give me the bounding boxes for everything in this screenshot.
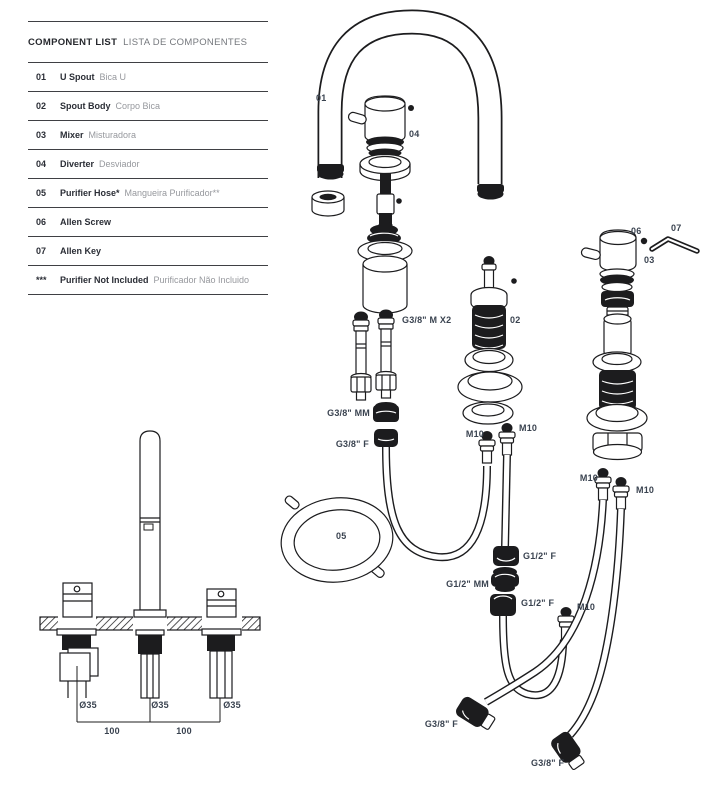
spout-body-drawing	[458, 256, 522, 424]
component-number: 02	[36, 101, 47, 111]
label-part-02: 02	[510, 315, 521, 325]
diverter-drawing	[347, 96, 414, 313]
label-part-06: 06	[631, 226, 642, 236]
g38f-nut-drawing	[374, 429, 398, 447]
label-part-04: 04	[409, 129, 420, 139]
component-name-en: Diverter	[60, 159, 95, 169]
component-number: 06	[36, 217, 47, 227]
component-name-en: Spout Body	[60, 101, 111, 111]
label-diameter-right: Ø35	[223, 700, 241, 710]
label-part-01: 01	[316, 93, 327, 103]
component-number: 03	[36, 130, 47, 140]
label-fitting-m10: M10	[465, 429, 484, 439]
component-name-pt: Mangueira Purificador**	[124, 188, 220, 198]
component-number: 01	[36, 72, 47, 82]
g12mm-adapter-drawing	[491, 567, 519, 592]
component-number: 07	[36, 246, 47, 256]
allen-screw-drawing	[641, 238, 647, 244]
label-fitting-m10: M10	[519, 423, 538, 433]
component-name-pt: Purificador Não Incluido	[153, 275, 250, 285]
g12f-nut-drawing	[490, 594, 516, 616]
component-list-title-pt: LISTA DE COMPONENTES	[123, 36, 248, 48]
label-part-05: 05	[336, 531, 347, 541]
screw-dot	[408, 105, 414, 111]
aerator-drawing	[312, 191, 344, 216]
label-diameter-center: Ø35	[151, 700, 169, 710]
component-number: ***	[36, 275, 47, 285]
label-part-03: 03	[644, 255, 655, 265]
label-fitting-g12-f: G1/2" F	[521, 598, 555, 608]
label-fitting-g38-f: G3/8" F	[531, 758, 565, 768]
label-fitting-g12-f: G1/2" F	[523, 551, 557, 561]
center-spout-section	[134, 431, 166, 722]
component-name-pt: Desviador	[99, 159, 140, 169]
label-diameter-left: Ø35	[79, 700, 97, 710]
component-name-pt: Bica U	[99, 72, 127, 82]
screw-dot	[396, 198, 402, 204]
component-name-en: Mixer	[60, 130, 84, 140]
installation-drawing	[40, 431, 260, 722]
component-list-title-en: COMPONENT LIST	[28, 36, 118, 48]
component-name-pt: Misturadora	[88, 130, 137, 140]
supply-tails-drawing	[351, 310, 399, 448]
component-name-en: Purifier Hose*	[60, 188, 120, 198]
component-name-en: Allen Screw	[60, 217, 112, 227]
label-fitting-g12-mm: G1/2" MM	[446, 579, 489, 589]
label-fitting-m10: M10	[579, 473, 598, 483]
label-fitting-g38-m-x2: G3/8" M X2	[402, 315, 452, 325]
mixer-drawing	[581, 230, 697, 460]
label-fitting-m10: M10	[636, 485, 655, 495]
component-number: 05	[36, 188, 47, 198]
component-name-en: U Spout	[60, 72, 95, 82]
screw-dot	[511, 278, 517, 284]
label-fitting-m10: M10	[577, 602, 596, 612]
component-name-pt: Corpo Bica	[115, 101, 161, 111]
g38mm-adapter-drawing	[373, 402, 399, 422]
g12f-nut-drawing	[493, 546, 519, 566]
label-spacing-right: 100	[176, 726, 192, 736]
label-spacing-left: 100	[104, 726, 120, 736]
allen-key-drawing	[652, 239, 697, 251]
label-fitting-g38-f: G3/8" F	[424, 719, 458, 729]
label-fitting-g38-mm: G3/8" MM	[327, 408, 370, 418]
label-fitting-g38-f: G3/8" F	[335, 439, 369, 449]
label-part-07: 07	[671, 223, 682, 233]
component-name-en: Purifier Not Included	[60, 275, 149, 285]
component-name-en: Allen Key	[60, 246, 102, 256]
component-number: 04	[36, 159, 47, 169]
